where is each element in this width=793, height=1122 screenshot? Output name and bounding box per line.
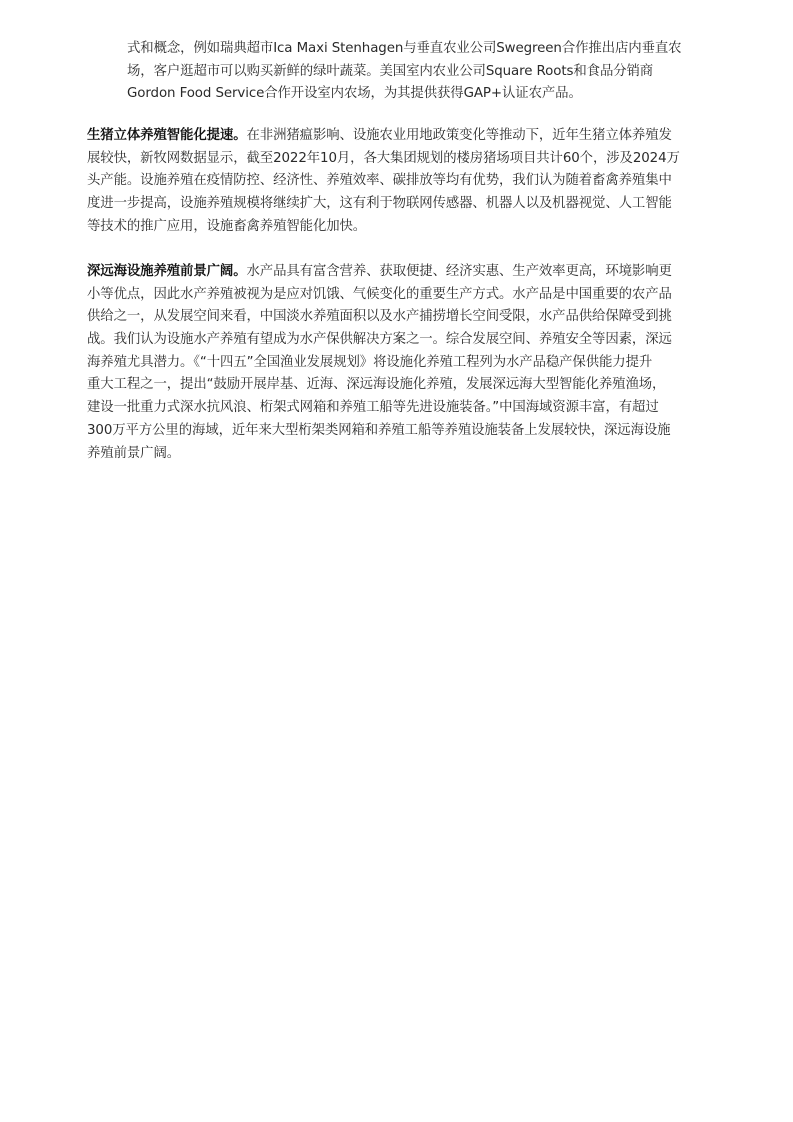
intro-line: 式和概念，例如瑞典超市Ica Maxi Stenhagen与垂直农业公司Swegreen合作推出店内垂直农 [127, 41, 682, 56]
pig-first-line-text: 在非洲猪瘟影响、设施农业用地政策变化等推动下，近年生猪立体养殖发 [246, 128, 672, 143]
deep-sea-farming-paragraph [87, 261, 707, 465]
pig-farming-paragraph [87, 125, 707, 238]
sea-line: 建设一批重力式深水抗风浪、桁架式网箱和养殖工船等先进设施装备。”中国海域资源丰富，有超过 [87, 400, 659, 416]
sea-line: 战。我们认为设施水产养殖有望成为水产保供解决方案之一。综合发展空间、养殖安全等因素，深远 [87, 332, 672, 348]
sea-first-line-text: 水产品具有富含营养、获取便捷、经济实惠、生产效率更高，环境影响更 [246, 264, 672, 279]
intro-line: 场，客户逛超市可以购买新鲜的绿叶蔬菜。美国室内农业公司Square Roots和食品分销商 [127, 63, 654, 79]
pig-line: 展较快，新牧网数据显示，截至2022年10月，各大集团规划的楼房猪场项目共计60个，涉及2024万 [87, 150, 680, 166]
sea-line: 300万平方公里的海域，近年来大型桁架类网箱和养殖工船等养殖设施装备上发展较快，深远海设施 [87, 422, 671, 438]
intro-line: Gordon Food Service合作开设室内农场，为其提供获得GAP+认证农产品。 [127, 86, 582, 102]
pig-paragraph-heading: 生猪立体养殖智能化提速。 [87, 128, 247, 143]
sea-first-line [87, 261, 707, 284]
pig-first-line [87, 125, 707, 148]
sea-line: 小等优点，因此水产养殖被视为是应对饥饿、气候变化的重要生产方式。水产品是中国重要的农产品 [87, 286, 672, 302]
pig-line: 等技术的推广应用，设施畜禽养殖智能化加快。 [87, 218, 367, 234]
sea-line: 供给之一，从发展空间来看，中国淡水养殖面积以及水产捕捞增长空间受限，水产品供给保障受到挑 [87, 309, 672, 325]
sea-line: 养殖前景广阔。 [87, 445, 181, 461]
intro-paragraph [127, 38, 707, 106]
sea-paragraph-heading: 深远海设施养殖前景广阔。 [87, 264, 247, 279]
sea-line: 海养殖尤具潜力。《“十四五”全国渔业发展规划》将设施化养殖工程列为水产品稳产保供能力提升 [87, 354, 653, 370]
pig-line: 头产能。设施养殖在疫情防控、经济性、养殖效率、碳排放等均有优势，我们认为随着畜禽养殖集中 [87, 173, 672, 189]
sea-line: 重大工程之一，提出“鼓励开展岸基、近海、深远海设施化养殖，发展深远海大型智能化养殖渔场， [87, 377, 666, 393]
pig-line: 度进一步提高，设施养殖规模将继续扩大，这有利于物联网传感器、机器人以及机器视觉、人工智能 [87, 196, 672, 212]
